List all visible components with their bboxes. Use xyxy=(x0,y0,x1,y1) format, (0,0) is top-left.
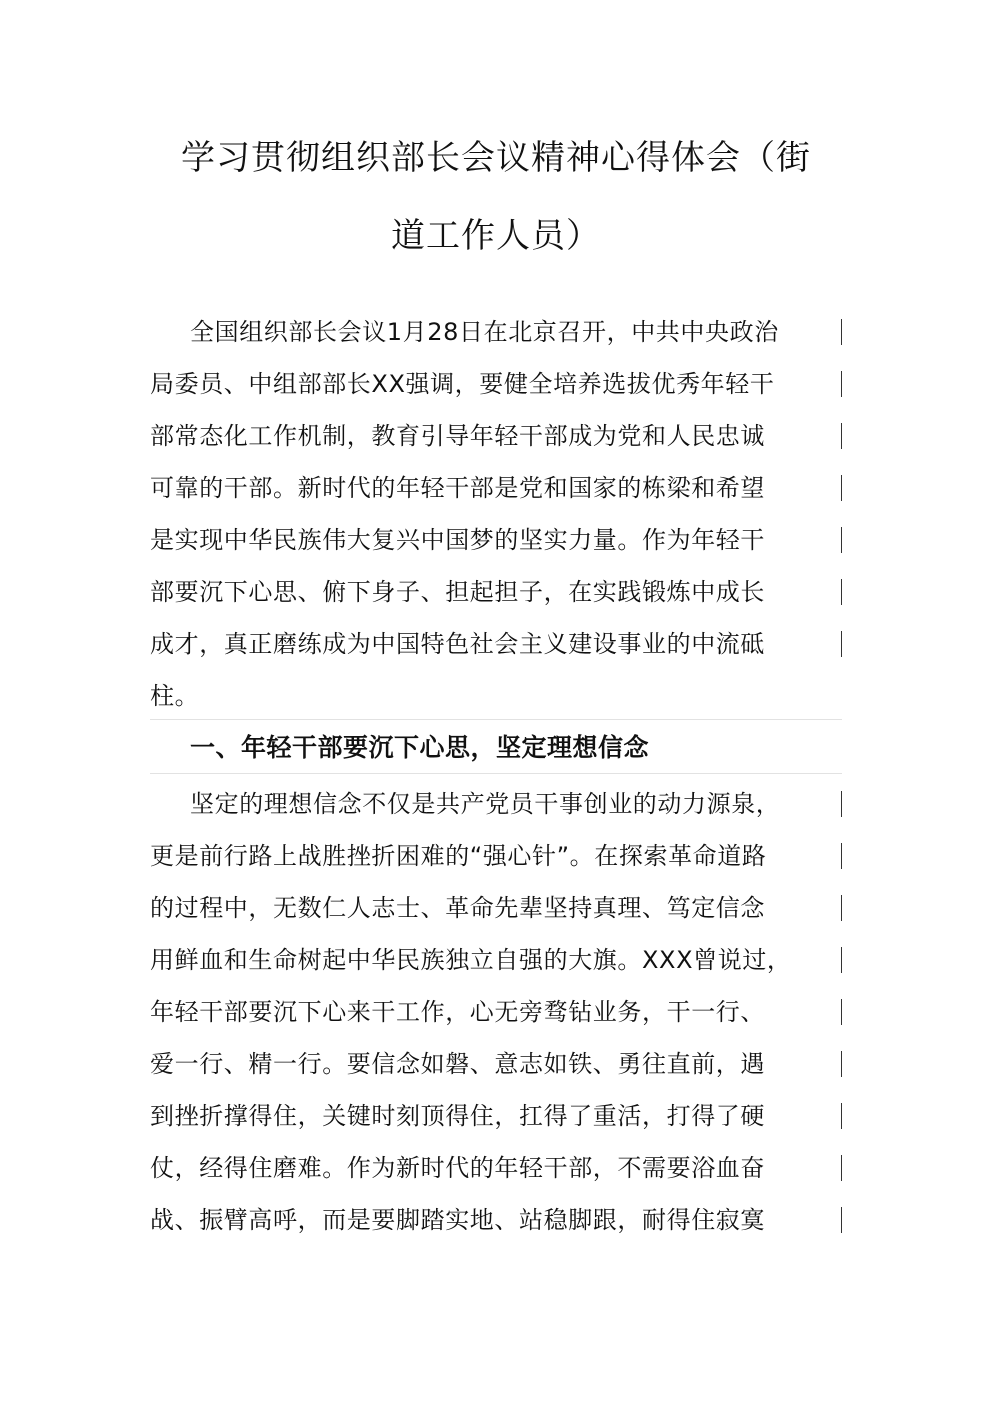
paragraph-1-line: 部要沉下心思、俯下身子、担起担子，在实践锻炼中成长 xyxy=(150,578,765,606)
paragraph-1-line: 成才，真正磨练成为中国特色社会主义建设事业的中流砥 xyxy=(150,630,765,658)
text-boundary-mark xyxy=(841,843,842,869)
text-boundary-mark xyxy=(841,423,842,449)
text-boundary-mark xyxy=(841,1051,842,1077)
document-title-line-1: 学习贯彻组织部长会议精神心得体会（街 xyxy=(181,138,811,178)
text-boundary-mark xyxy=(841,895,842,921)
text-boundary-mark xyxy=(841,947,842,973)
paragraph-2-line: 爱一行、精一行。要信念如磐、意志如铁、勇往直前，遇 xyxy=(150,1050,765,1078)
section-divider xyxy=(150,773,842,774)
paragraph-1-line: 可靠的干部。新时代的年轻干部是党和国家的栋梁和希望 xyxy=(150,474,765,502)
paragraph-1-line: 局委员、中组部部长XX强调，要健全培养选拔优秀年轻干 xyxy=(150,370,775,398)
text-boundary-mark xyxy=(841,999,842,1025)
paragraph-2-line: 更是前行路上战胜挫折困难的“强心针”。在探索革命道路 xyxy=(150,842,767,870)
paragraph-2-line: 战、振臂高呼，而是要脚踏实地、站稳脚跟，耐得住寂寞 xyxy=(150,1206,765,1234)
paragraph-2-line: 用鲜血和生命树起中华民族独立自强的大旗。XXX曾说过， xyxy=(150,946,792,974)
paragraph-1-line: 是实现中华民族伟大复兴中国梦的坚实力量。作为年轻干 xyxy=(150,526,765,554)
text-boundary-mark xyxy=(841,791,842,817)
section-heading-1: 一、年轻干部要沉下心思，坚定理想信念 xyxy=(190,733,650,762)
paragraph-1-line: 柱。 xyxy=(150,682,200,710)
paragraph-2-line: 的过程中，无数仁人志士、革命先辈坚持真理、笃定信念 xyxy=(150,894,765,922)
text-boundary-mark xyxy=(841,319,842,345)
paragraph-1-line: 全国组织部长会议1月28日在北京召开，中共中央政治 xyxy=(190,318,779,346)
paragraph-2-line: 仗，经得住磨难。作为新时代的年轻干部，不需要浴血奋 xyxy=(150,1154,765,1182)
text-boundary-mark xyxy=(841,1155,842,1181)
paragraph-2-line: 坚定的理想信念不仅是共产党员干事创业的动力源泉， xyxy=(190,790,781,818)
paragraph-2-line: 到挫折撑得住，关键时刻顶得住，扛得了重活，打得了硬 xyxy=(150,1102,765,1130)
text-boundary-mark xyxy=(841,527,842,553)
document-title-line-2: 道工作人员） xyxy=(391,216,601,256)
text-boundary-mark xyxy=(841,371,842,397)
paragraph-2-line: 年轻干部要沉下心来干工作，心无旁骛钻业务，干一行、 xyxy=(150,998,765,1026)
text-boundary-mark xyxy=(841,579,842,605)
text-boundary-mark xyxy=(841,1207,842,1233)
text-boundary-mark xyxy=(841,1103,842,1129)
text-boundary-mark xyxy=(841,475,842,501)
paragraph-1-line: 部常态化工作机制，教育引导年轻干部成为党和人民忠诚 xyxy=(150,422,765,450)
text-boundary-mark xyxy=(841,631,842,657)
section-divider xyxy=(150,719,842,720)
